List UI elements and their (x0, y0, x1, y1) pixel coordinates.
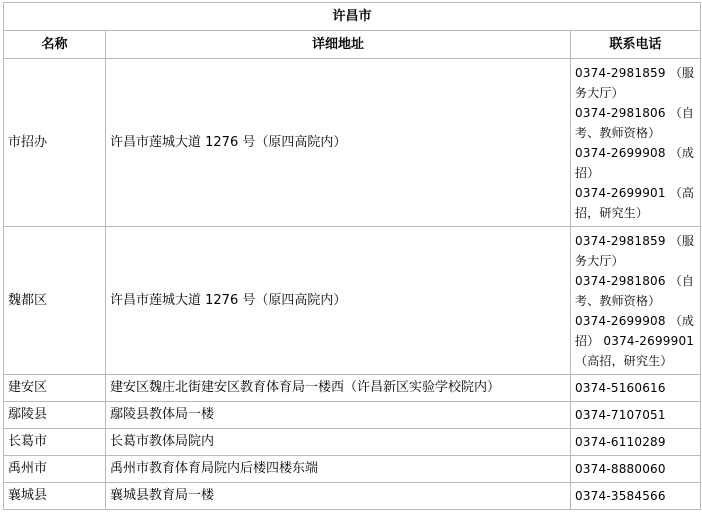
office-name: 长葛市 (4, 429, 106, 456)
phone-line: 招） (575, 165, 600, 180)
office-phone: 0374-6110289 (571, 429, 701, 456)
office-name: 禹州市 (4, 456, 106, 483)
office-address: 许昌市莲城大道 1276 号（原四高院内） (106, 59, 571, 227)
office-phone (571, 59, 701, 227)
table-header-row (4, 31, 701, 59)
office-name: 鄢陵县 (4, 402, 106, 429)
office-address: 襄城县教育局一楼 (106, 483, 571, 510)
table-row (4, 429, 701, 456)
office-name: 建安区 (4, 375, 106, 402)
table-row (4, 59, 701, 227)
phone-line: 0374-2699908 （成 (575, 313, 695, 328)
phone-line: 0374-2699908 （成 (575, 145, 695, 160)
header-phone: 联系电话 (571, 31, 701, 59)
table-row (4, 227, 701, 375)
phone-line: 0374-2981859 （服 (575, 233, 695, 248)
office-address: 许昌市莲城大道 1276 号（原四高院内） (106, 227, 571, 375)
phone-line: 0374-2981859 （服 (575, 65, 695, 80)
office-phone: 0374-8880060 (571, 456, 701, 483)
table-title-row (4, 3, 701, 31)
office-address: 建安区魏庄北街建安区教育体育局一楼西（许昌新区实验学校院内） (106, 375, 571, 402)
office-name: 襄城县 (4, 483, 106, 510)
office-phone (571, 227, 701, 375)
table-title: 许昌市 (4, 3, 701, 31)
contact-table (3, 2, 701, 510)
office-address: 长葛市教体局院内 (106, 429, 571, 456)
office-phone: 0374-5160616 (571, 375, 701, 402)
phone-line: 务大厅） (575, 253, 624, 268)
header-name: 名称 (4, 31, 106, 59)
phone-line: 考、教师资格） (575, 125, 661, 140)
office-address: 禹州市教育体育局院内后楼四楼东端 (106, 456, 571, 483)
phone-line: 招，研究生） (575, 205, 649, 220)
phone-line: 0374-2981806 （自 (575, 273, 695, 288)
table-row (4, 402, 701, 429)
phone-line: 0374-2699901 （高 (575, 185, 695, 200)
phone-line: 务大厅） (575, 85, 624, 100)
office-phone: 0374-3584566 (571, 483, 701, 510)
phone-line: 0374-2981806 （自 (575, 105, 695, 120)
phone-line: （高招，研究生） (575, 353, 673, 368)
phone-line: 考、教师资格） (575, 293, 661, 308)
office-phone: 0374-7107051 (571, 402, 701, 429)
table-row (4, 375, 701, 402)
office-address: 鄢陵县教体局一楼 (106, 402, 571, 429)
table-row (4, 483, 701, 510)
phone-line: 招） 0374-2699901 (575, 333, 695, 348)
header-address: 详细地址 (106, 31, 571, 59)
office-name: 魏都区 (4, 227, 106, 375)
office-name: 市招办 (4, 59, 106, 227)
table-row (4, 456, 701, 483)
